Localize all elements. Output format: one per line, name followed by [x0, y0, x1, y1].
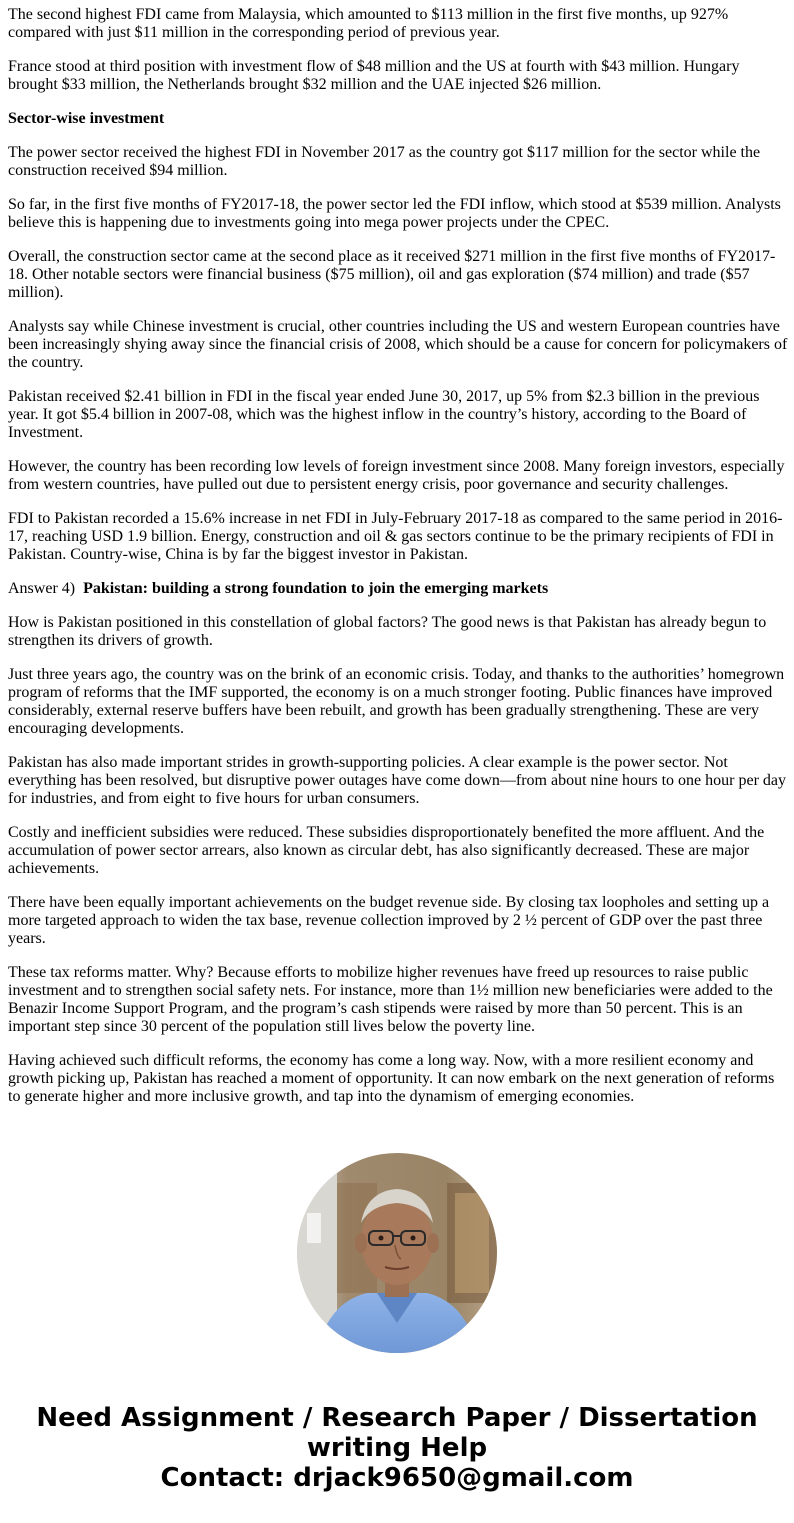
paragraph-malaysia-fdi: The second highest FDI came from Malaysia, which amounted to $113 million in the first five months, up 927% compared with just $11 million in the corresponding period of previous year. [8, 6, 729, 41]
paragraph-three-years: Just three years ago, the country was on the brink of an economic crisis. Today, and thanks to the authorities’ homegrown program of reforms that the IMF supported, the economy is on a much stronger footing. Public finances have improved considerably, external reserve buffers have been rebuilt, and growth has been gradually strengthening. These are very encouraging developments. [8, 666, 785, 737]
paragraph-fiscal-year: Pakistan received $2.41 billion in FDI in the fiscal year ended June 30, 2017, up 5% from $2.3 billion in the previous year. It got $5.4 billion in 2007-08, which was the highest inflow in the country’s history, according to the Board of Investment. [8, 388, 760, 441]
article-body [8, 6, 788, 1122]
answer-heading [8, 580, 788, 598]
paragraph-low-investment: However, the country has been recording low levels of foreign investment since 2008. Many foreign investors, especially from western countries, have pulled out due to persistent energy crisis, poor governance and security challenges. [8, 458, 785, 493]
footer-line-1: Need Assignment / Research Paper / Dissertation [36, 1403, 758, 1433]
paragraph-power-sector: The power sector received the highest FDI in November 2017 as the country got $117 million for the sector while the construction received $94 million. [8, 144, 761, 179]
paragraph-analysts: Analysts say while Chinese investment is crucial, other countries including the US and western European countries have been increasingly shying away since the financial crisis of 2008, which should be a cause for concern for policymakers of the country. [8, 318, 788, 371]
author-avatar [297, 1153, 497, 1353]
paragraph-opportunity: Having achieved such difficult reforms, the economy has come a long way. Now, with a more resilient economy and growth picking up, Pakistan has reached a moment of opportunity. It can now embark on the next generation of reforms to generate higher and more inclusive growth, and tap into the dynamism of emerging economies. [8, 1052, 775, 1105]
footer-contact: Contact: drjack9650@gmail.com [160, 1463, 634, 1493]
sector-heading: Sector-wise investment [8, 110, 165, 127]
answer-label: Answer 4) [8, 580, 76, 597]
paragraph-other-countries: France stood at third position with investment flow of $48 million and the US at fourth with $43 million. Hungary brought $33 million, the Netherlands brought $32 million and the UAE injected $26 million. [8, 58, 740, 93]
paragraph-tax-reforms: These tax reforms matter. Why? Because efforts to mobilize higher revenues have freed up resources to raise public investment and to strengthen social safety nets. For instance, more than 1½ million new beneficiaries were added to the Benazir Income Support Program, and the program’s cash stipends were raised by more than 50 percent. This is an important step since 30 percent of the population still lives below the poverty line. [8, 964, 773, 1035]
paragraph-construction: Overall, the construction sector came at the second place as it received $271 million in the first five months of FY2017-18. Other notable sectors were financial business ($75 million), oil and gas exploration ($74 million) and trade ($57 million). [8, 248, 776, 301]
paragraph-growth-policies: Pakistan has also made important strides in growth-supporting policies. A clear example is the power sector. Not everything has been resolved, but disruptive power outages have come down—from about nine hours to one hour per day for industries, and from eight to five hours for urban consumers. [8, 754, 787, 807]
paragraph-net-fdi: FDI to Pakistan recorded a 15.6% increase in net FDI in July-February 2017-18 as compared to the same period in 2016-17, reaching USD 1.9 billion. Energy, construction and oil & gas sectors continue to be the primary recipients of FDI in Pakistan. Country-wise, China is by far the biggest investor in Pakistan. [8, 510, 783, 563]
footer-banner [0, 1403, 794, 1493]
footer-line-2: writing Help [306, 1433, 488, 1463]
author-portrait [297, 1153, 497, 1353]
paragraph-revenue: There have been equally important achievements on the budget revenue side. By closing tax loopholes and setting up a more targeted approach to widen the tax base, revenue collection improved by 2 ½ percent of GDP over the past three years. [8, 894, 770, 947]
paragraph-fy2017-18: So far, in the first five months of FY2017-18, the power sector led the FDI inflow, which stood at $539 million. Analysts believe this is happening due to investments going into mega power projects under the CPEC. [8, 196, 781, 231]
paragraph-positioned: How is Pakistan positioned in this constellation of global factors? The good news is that Pakistan has already begun to strengthen its drivers of growth. [8, 614, 767, 649]
answer-title: Pakistan: building a strong foundation to join the emerging markets [83, 580, 549, 597]
paragraph-subsidies: Costly and inefficient subsidies were reduced. These subsidies disproportionately benefited the more affluent. And the accumulation of power sector arrears, also known as circular debt, has also significantly decreased. These are major achievements. [8, 824, 765, 877]
